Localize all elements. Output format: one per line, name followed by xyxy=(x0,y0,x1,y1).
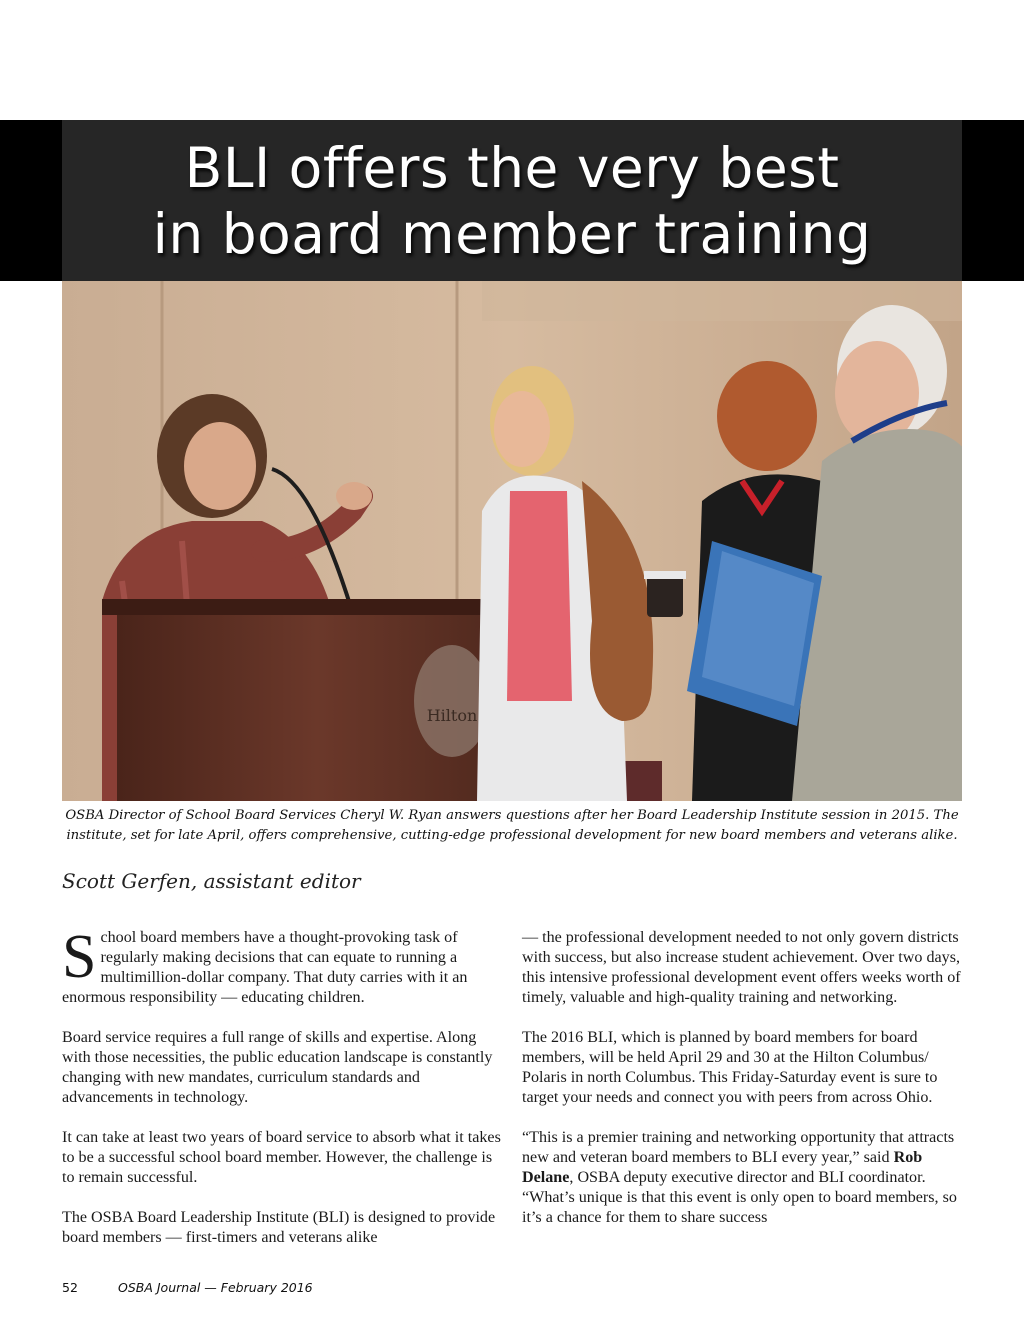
article-paragraph-6: The 2016 BLI, which is planned by board members for board members, will be held April 29 and 30 at the Hilton Columbus/ Polaris in north Columbus. This Friday-Saturday event is sure to target your needs and connect you with peers from across Ohio. xyxy=(522,1029,938,1106)
article-photo xyxy=(62,281,962,801)
article-paragraph-2: Board service requires a full range of skills and expertise. Along with those necessities, the public education landscape is constantly changing with new mandates, curriculum standards and advancements in technology. xyxy=(62,1029,493,1106)
journal-title: OSBA Journal — February 2016 xyxy=(118,1280,313,1295)
article-paragraph-4: The OSBA Board Leadership Institute (BLI) is designed to provide board members — first-timers and veterans alike xyxy=(62,1209,496,1246)
page-footer xyxy=(62,1280,313,1295)
article-column-left xyxy=(62,923,502,1268)
podium xyxy=(102,599,522,801)
byline: Scott Gerfen, assistant editor xyxy=(62,869,361,893)
headline-line-2: in board member training xyxy=(152,201,872,266)
article-paragraph-7 xyxy=(522,1128,964,1228)
article-column-right xyxy=(522,928,964,1248)
paragraph-1-text: chool board members have a thought-provoking task of regularly making decisions that can equate to running a multimillion-dollar company. That duty carries with it an enormous responsibility — educating children. xyxy=(62,929,468,1006)
quote-text-b: , OSBA deputy executive director and BLI coordinator. “What’s unique is that this event is only open to board members, so it’s a chance for them to share success xyxy=(522,1169,957,1226)
quote-text-a: “This is a premier training and networking opportunity that attracts new and veteran board members to BLI every year,” said xyxy=(522,1129,955,1166)
article-paragraph-1 xyxy=(62,923,502,1008)
article-paragraph-5: — the professional development needed to not only govern districts with success, but also increase student achievement. Over two days, this intensive professional development event offers weeks worth of timely, valuable and high-quality training and networking. xyxy=(522,929,961,1006)
headline-line-1: BLI offers the very best xyxy=(184,135,840,200)
caption-line-1: OSBA Director of School Board Services Cheryl W. Ryan answers questions after her Board Leadership Institute session in 2015. The xyxy=(65,808,959,823)
headline-panel xyxy=(62,120,962,281)
photo-caption xyxy=(62,806,962,846)
podium-sign-text: Hilton xyxy=(426,706,478,725)
caption-line-2: institute, set for late April, offers comprehensive, cutting-edge professional development for new board members and veterans alike. xyxy=(66,828,958,843)
article-paragraph-3: It can take at least two years of board service to absorb what it takes to be a successful school board member. However, the challenge is to remain successful. xyxy=(62,1129,501,1186)
headline-banner xyxy=(0,120,1024,281)
page-number: 52 xyxy=(62,1280,78,1295)
drop-cap: S xyxy=(62,923,97,991)
speaker-name: Rob Delane xyxy=(522,1149,923,1186)
photo-illustration xyxy=(62,281,962,801)
